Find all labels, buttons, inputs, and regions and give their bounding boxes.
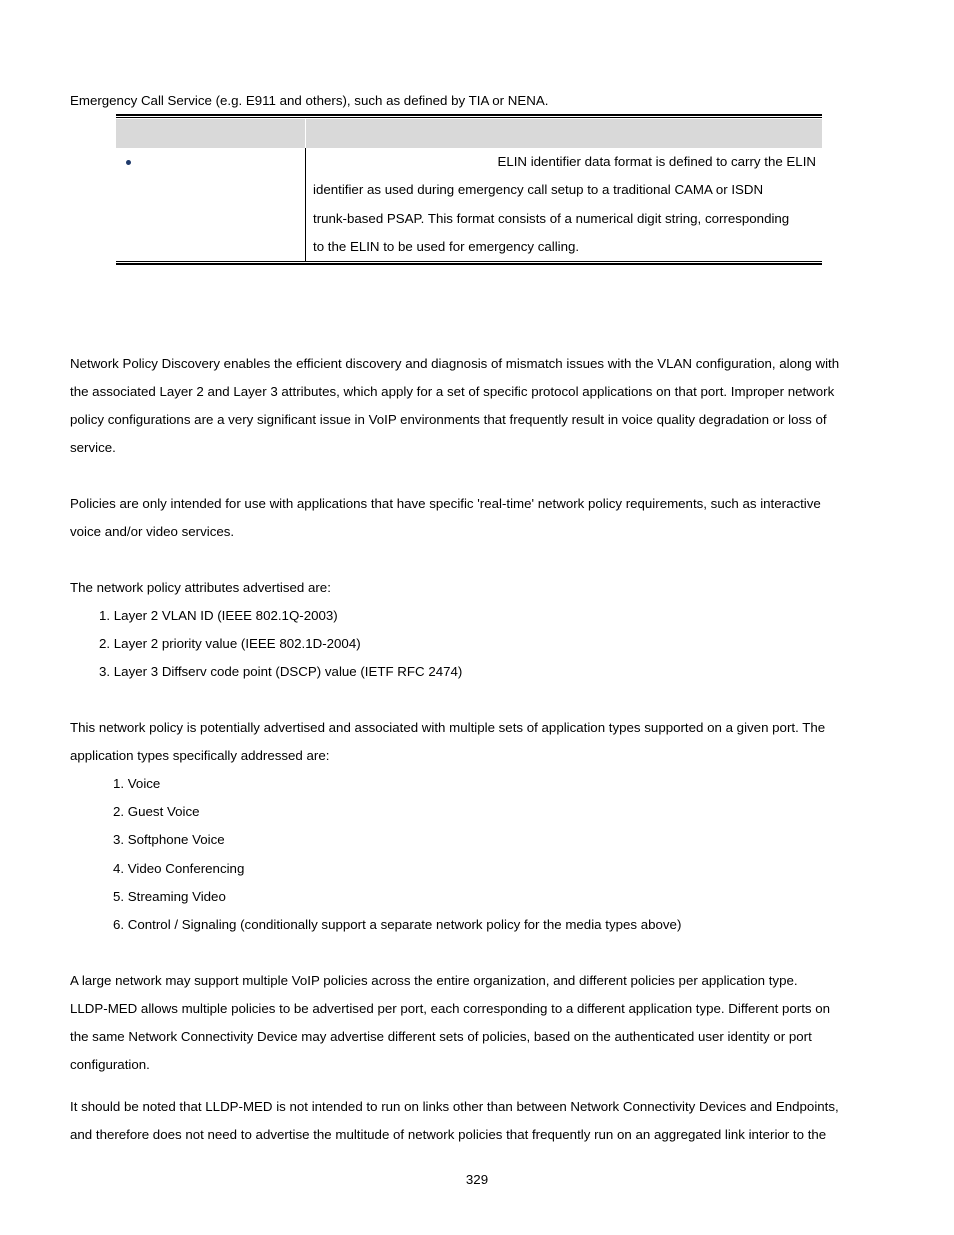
- table-column-divider: [305, 148, 306, 261]
- text-line: Policies are only intended for use with applications that have specific 'real-time' network policy requirements, such as interactive: [70, 496, 821, 511]
- list-item: 3. Layer 3 Diffserv code point (DSCP) value (IETF RFC 2474): [99, 664, 463, 680]
- list-item: 5. Streaming Video: [113, 888, 226, 904]
- cell-line: trunk-based PSAP. This format consists of a numerical digit string, corresponding: [313, 210, 790, 226]
- table-bottom-rule-inner: [116, 261, 822, 262]
- bullet-icon: [126, 160, 131, 165]
- list-item: 1. Layer 2 VLAN ID (IEEE 802.1Q-2003): [99, 608, 338, 623]
- paragraph-lldp-med-note: [70, 1093, 890, 1149]
- text-line: service.: [70, 440, 116, 455]
- paragraph-network-policy-discovery: [70, 350, 890, 462]
- text-line: the associated Layer 2 and Layer 3 attributes, which apply for a set of specific protocol applications on that port. Improper network: [70, 384, 835, 399]
- text-line: voice and/or video services.: [70, 524, 235, 539]
- table-top-rule-inner: [116, 117, 822, 118]
- table-bottom-rule: [116, 263, 822, 265]
- paragraph-voip-policies: [70, 967, 890, 1079]
- cell-line: ELIN identifier data format is defined to carry the ELIN: [497, 154, 816, 169]
- text-line: This network policy is potentially advertised and associated with multiple sets of application types supported on a given port. The: [70, 720, 826, 735]
- cell-line: identifier as used during emergency call setup to a traditional CAMA or ISDN: [313, 182, 764, 198]
- table-header-divider: [305, 119, 306, 148]
- list-item: 4. Video Conferencing: [113, 860, 245, 876]
- list-item: 2. Layer 2 priority value (IEEE 802.1D-2004): [99, 636, 361, 652]
- table-header-row: [116, 119, 822, 148]
- list-item: 1. Voice: [113, 776, 161, 791]
- text-line: application types specifically addressed are:: [70, 748, 330, 763]
- intro-line: Emergency Call Service (e.g. E911 and others), such as defined by TIA or NENA.: [70, 93, 549, 108]
- text-line: LLDP-MED allows multiple policies to be advertised per port, each corresponding to a different application type. Different ports on: [70, 1001, 831, 1016]
- attributes-intro: The network policy attributes advertised are:: [70, 580, 331, 595]
- table-top-rule: [116, 114, 822, 116]
- text-line: Network Policy Discovery enables the efficient discovery and diagnosis of mismatch issues with the VLAN configuration, along with: [70, 356, 840, 371]
- cell-line: to the ELIN to be used for emergency calling.: [313, 238, 580, 254]
- paragraph-application-types: [70, 714, 890, 770]
- list-item: 2. Guest Voice: [113, 804, 200, 820]
- attributes-list: [99, 602, 462, 687]
- text-line: A large network may support multiple VoIP policies across the entire organization, and different policies per application type.: [70, 973, 798, 988]
- text-line: the same Network Connectivity Device may advertise different sets of policies, based on the authenticated user identity or port: [70, 1029, 812, 1044]
- text-line: and therefore does not need to advertise the multitude of network policies that frequently run on an aggregated link interior to the: [70, 1127, 827, 1142]
- application-types-list: [113, 770, 681, 939]
- table-description-cell: [313, 148, 816, 261]
- text-line: configuration.: [70, 1057, 150, 1072]
- page-number: 329: [465, 1172, 489, 1187]
- paragraph-policies: [70, 490, 890, 546]
- text-line: policy configurations are a very significant issue in VoIP environments that frequently result in voice quality degradation or loss of: [70, 412, 827, 427]
- list-item: 3. Softphone Voice: [113, 832, 225, 848]
- list-item: 6. Control / Signaling (conditionally support a separate network policy for the media types above): [113, 917, 682, 933]
- text-line: It should be noted that LLDP-MED is not intended to run on links other than between Network Connectivity Devices and Endpoints,: [70, 1099, 839, 1114]
